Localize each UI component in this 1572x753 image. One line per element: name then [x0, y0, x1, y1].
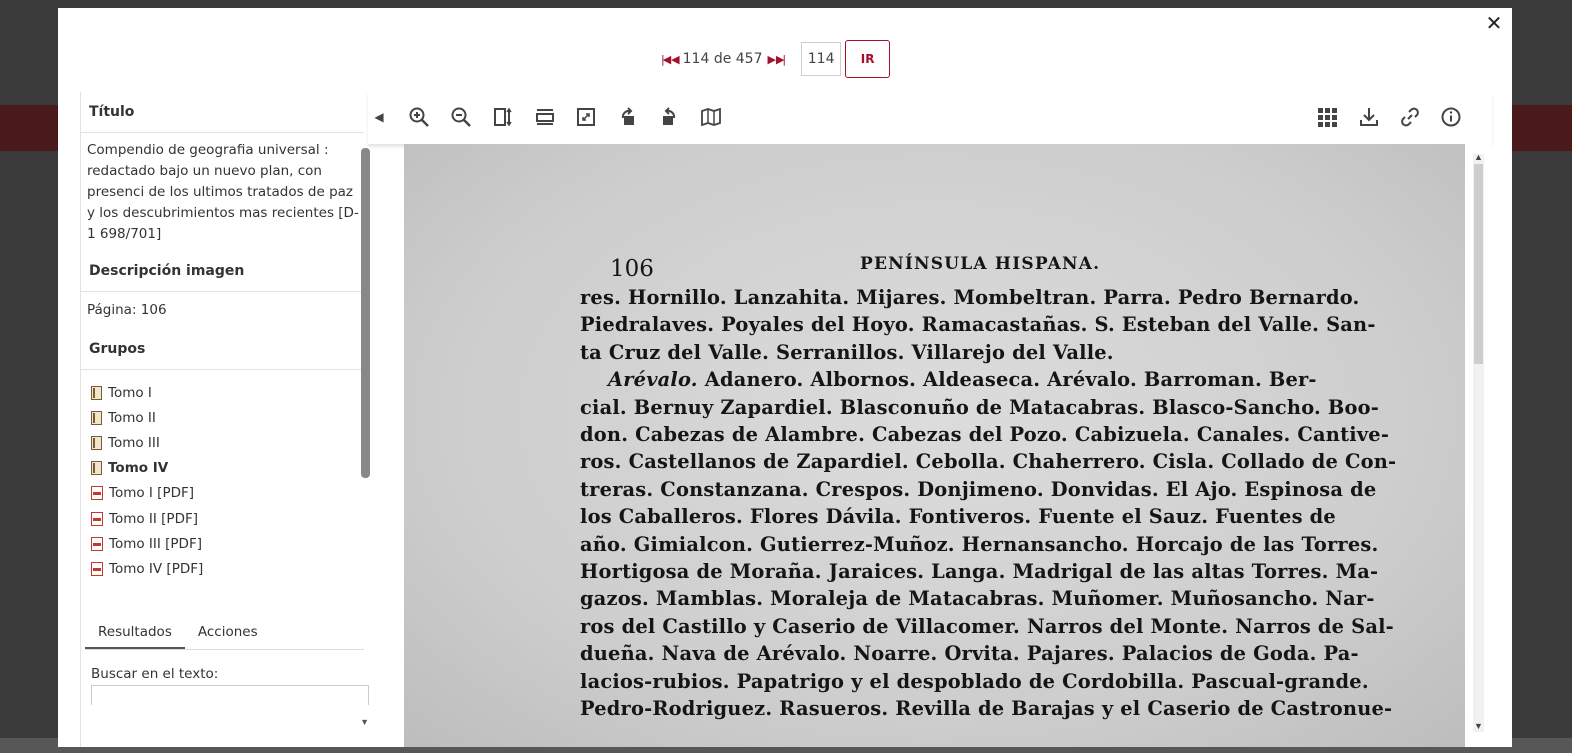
search-input[interactable]: [91, 685, 369, 705]
title-text: Compendio de geografia universal : redactado bajo un nuevo plan, con presenci de los ultimos tratados de paz y los descubrimientos mas recientes [D-1 698/701]: [87, 142, 359, 242]
info-icon[interactable]: [1440, 106, 1462, 128]
scrollbar-thumb[interactable]: [1474, 164, 1483, 364]
rotate-right-icon[interactable]: [658, 106, 680, 128]
viewer-modal: [58, 8, 1512, 747]
scan-line: los Caballeros. Flores Dávila. Fontiveros. Fuente el Sauz. Fuentes de: [580, 505, 1336, 529]
scan-line: ros del Castillo y Caserio de Villacomer. Narros del Monte. Narros de Sal-: [580, 614, 1394, 638]
group-label: Tomo III: [108, 434, 160, 451]
book-icon: [91, 411, 102, 425]
link-icon[interactable]: [1399, 106, 1421, 128]
scan-line: gazos. Mamblas. Moraleja de Matacabras. Muñomer. Muñosancho. Nar-: [580, 587, 1375, 611]
group-item-tomo-ii-pdf[interactable]: [91, 506, 370, 531]
description-text: Página: 106: [87, 302, 167, 318]
page-number-input[interactable]: [801, 42, 841, 76]
groups-heading: Grupos: [81, 329, 364, 370]
group-label: Tomo III [PDF]: [109, 535, 202, 552]
group-label: Tomo I: [108, 384, 152, 401]
group-label: Tomo IV [PDF]: [109, 560, 204, 577]
scan-line: don. Cabezas de Alambre. Cabezas del Pozo. Cabizuela. Canales. Cantive-: [580, 423, 1390, 447]
fullscreen-icon[interactable]: [575, 106, 597, 128]
page-image-viewer[interactable]: [404, 144, 1465, 747]
scan-line: Pedro-Rodriguez. Rasueros. Revilla de Barajas y el Caserio de Castronue-: [580, 697, 1393, 721]
scan-line: Hortigosa de Moraña. Jaraices. Langa. Madrigal de las altas Torres. Ma-: [580, 560, 1379, 584]
group-item-tomo-iv[interactable]: [91, 456, 370, 481]
sidebar-scroll-down-icon[interactable]: ▼: [360, 717, 369, 727]
scan-line: Piedralaves. Poyales del Hoyo. Ramacastañas. S. Esteban del Valle. San-: [580, 313, 1376, 337]
sidebar-tabs: [85, 617, 364, 650]
last-page-icon[interactable]: ▶|: [775, 52, 785, 66]
group-item-tomo-ii[interactable]: [91, 405, 370, 430]
group-label: Tomo II [PDF]: [109, 510, 199, 527]
close-icon[interactable]: ✕: [1485, 13, 1503, 35]
group-item-tomo-iii[interactable]: [91, 430, 370, 455]
scanned-text-block: [580, 284, 1397, 723]
go-button[interactable]: IR: [845, 40, 890, 78]
tab-resultados[interactable]: Resultados: [85, 617, 185, 649]
sidebar-scrollbar[interactable]: [361, 148, 370, 478]
scan-line: dueña. Nava de Arévalo. Noarre. Orvita. Pajares. Palacios de Goda. Pa-: [580, 642, 1359, 666]
group-label: Tomo I [PDF]: [109, 485, 195, 502]
group-item-tomo-i[interactable]: [91, 380, 370, 405]
scan-line: lacios-rubios. Papatrigo y el despoblado de Cordobilla. Pascual-grande.: [580, 669, 1369, 693]
book-icon: [91, 461, 102, 475]
scroll-up-icon[interactable]: ▲: [1474, 152, 1483, 162]
info-sidebar: [80, 92, 370, 747]
scan-page-title: PENÍNSULA HISPANA.: [860, 254, 1101, 274]
group-item-tomo-i-pdf[interactable]: [91, 481, 370, 506]
groups-list: [81, 370, 370, 582]
scan-line: res. Hornillo. Lanzahita. Mijares. Mombeltran. Parra. Pedro Bernardo.: [580, 286, 1360, 309]
scroll-down-icon[interactable]: ▼: [1474, 721, 1483, 731]
pdf-icon: [91, 562, 103, 576]
pdf-icon: [91, 512, 103, 526]
group-item-tomo-iii-pdf[interactable]: [91, 531, 370, 556]
zoom-in-icon[interactable]: [408, 106, 430, 128]
scan-line: ta Cruz del Valle. Serranillos. Villarejo del Valle.: [580, 340, 1114, 364]
viewer-toolbar: [368, 92, 1492, 145]
pdf-icon: [91, 537, 103, 551]
grid-view-icon[interactable]: [1316, 106, 1338, 128]
zoom-out-icon[interactable]: [450, 106, 472, 128]
first-page-icon[interactable]: |◀: [661, 52, 670, 66]
scan-line: treras. Constanzana. Crespos. Donjimeno. Donvidas. El Ajo. Espinosa de: [580, 477, 1377, 501]
next-page-icon[interactable]: ▶: [767, 52, 774, 66]
page-navigator: [660, 40, 890, 78]
pdf-icon: [91, 486, 103, 500]
tab-acciones[interactable]: Acciones: [197, 623, 258, 640]
viewer-scrollbar[interactable]: [1465, 144, 1492, 747]
search-label: Buscar en el texto:: [91, 665, 219, 682]
fit-height-icon[interactable]: [492, 106, 514, 128]
description-heading: Descripción imagen: [81, 251, 364, 292]
collapse-sidebar-icon[interactable]: ◀: [374, 110, 384, 124]
group-item-tomo-iv-pdf[interactable]: [91, 556, 370, 581]
book-icon: [91, 436, 102, 450]
page-count-text: 114 de 457: [682, 51, 763, 67]
group-label: Tomo II: [108, 409, 156, 426]
rotate-left-icon[interactable]: [617, 106, 639, 128]
scan-line: ros. Castellanos de Zapardiel. Cebolla. Chaherrero. Cisla. Collado de Con-: [580, 450, 1397, 474]
book-icon: [91, 386, 102, 400]
prev-page-icon[interactable]: ◀: [671, 52, 678, 66]
scan-line: cial. Bernuy Zapardiel. Blasconuño de Matacabras. Blasco-Sancho. Boo-: [580, 395, 1380, 419]
map-icon[interactable]: [700, 106, 722, 128]
title-heading: Título: [81, 92, 364, 133]
scan-page-number: 106: [610, 256, 654, 282]
group-label: Tomo IV: [108, 460, 169, 477]
fit-width-icon[interactable]: [534, 106, 556, 128]
scan-line: Arévalo. Adanero. Albornos. Aldeaseca. Arévalo. Barroman. Ber-: [608, 368, 1317, 392]
scan-line: año. Gimialcon. Gutierrez-Muñoz. Hernansancho. Horcajo de las Torres.: [580, 532, 1379, 556]
download-icon[interactable]: [1358, 106, 1380, 128]
